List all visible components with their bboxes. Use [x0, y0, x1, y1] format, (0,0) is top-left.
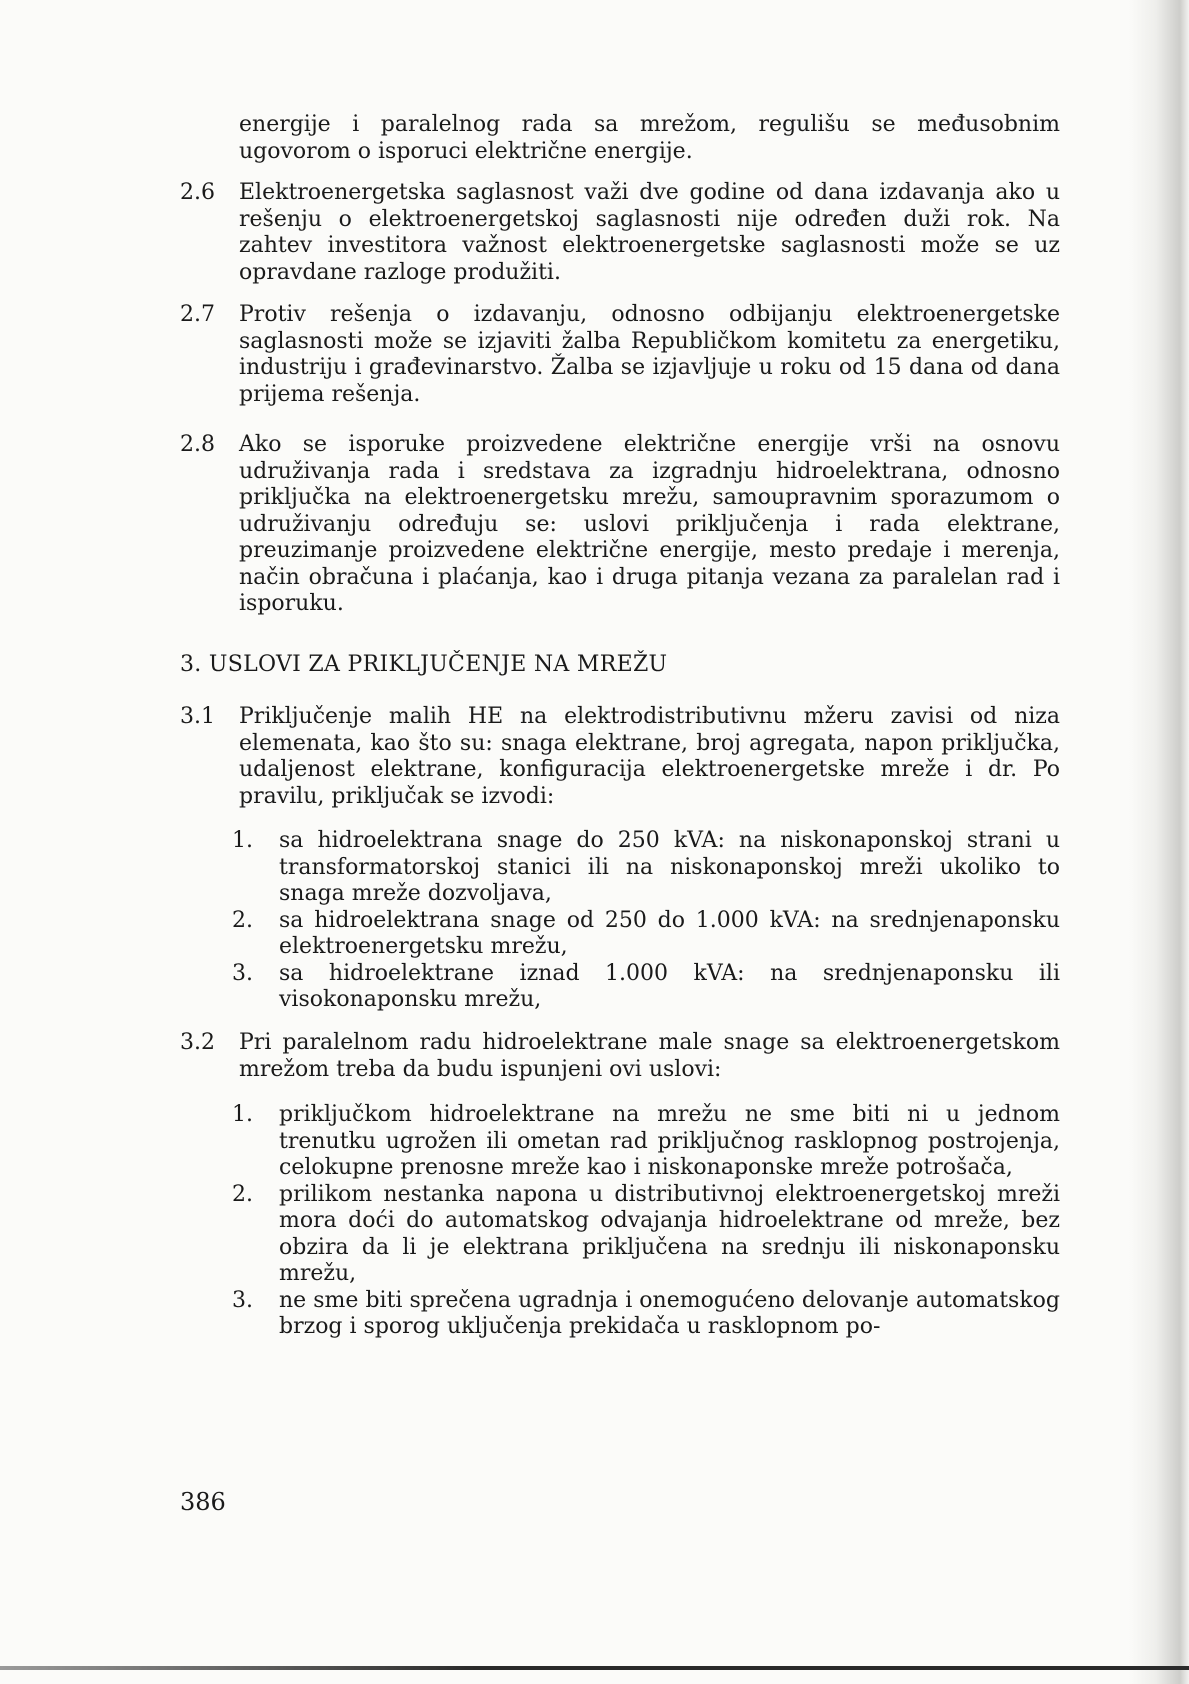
list-item-text: sa hidroelektrane iznad 1.000 kVA: na srednjenaponsku ili visokonaponsku mrežu,: [279, 960, 1060, 1012]
section-text: Priključenje malih HE na elektrodistributivnu mžeru zavisi od niza elemenata, kao što su: snaga elektrane, broj agregata, napon priključka, udaljenost elektrane, konfiguracija elektroenergetske mreže i dr. Po pravilu, priključak se izvodi:: [239, 704, 1060, 809]
section-text: Pri paralelnom radu hidroelektrane male snage sa elektroenergetskom mrežom treba da budu ispunjeni ovi uslovi:: [239, 1030, 1060, 1082]
continuation-paragraph: [180, 112, 1060, 165]
section-number: 2.7: [180, 302, 215, 327]
section-3-1: [180, 704, 1060, 810]
list-item-number: 1.: [232, 828, 253, 853]
list-item: [232, 1102, 1060, 1182]
section-text: Ako se isporuke proizvedene električne energije vrši na osnovu udruživanja rada i sredstava za izgradnju hidroelektrana, odnosno priključka na elektroenergetsku mrežu, samoupravnim sporazumom o udruživanju određuju se: uslovi priključenja i rada elektrane, preuzimanje proizvedene električne energije, mesto predaje i merenja, način obračuna i plaćanja, kao i druga pitanja vezana za paralelan rad i isporuku.: [239, 432, 1060, 616]
section-number: 3.1: [180, 704, 215, 729]
section-text: Elektroenergetska saglasnost važi dve godine od dana izdavanja ako u rešenju o elektroenergetskoj saglasnosti nije određen duži rok. Na zahtev investitora važnost elektroenergetske saglasnosti može se uz opravdane razloge produžiti.: [239, 180, 1060, 285]
section-number: 2.8: [180, 432, 215, 457]
section-text: Protiv rešenja o izdavanju, odnosno odbijanju elektroenergetske saglasnosti može se izjaviti žalba Republičkom komitetu za energetiku, industriju i građevinarstvo. Žalba se izjavljuje u roku od 15 dana od dana prijema rešenja.: [239, 302, 1060, 407]
list-item: [232, 828, 1060, 908]
section-3-2-list: [232, 1102, 1060, 1341]
list-item: [232, 1182, 1060, 1288]
section-number: 3.2: [180, 1030, 215, 1055]
list-item-text: sa hidroelektrana snage od 250 do 1.000 kVA: na srednjenaponsku elektroenergetsku mrežu,: [279, 907, 1060, 959]
list-item-number: 2.: [232, 1181, 253, 1207]
chapter-heading: 3. USLOVI ZA PRIKLJUČENJE NA MREŽU: [180, 652, 668, 677]
scan-edge-shadow: [1129, 0, 1189, 1684]
list-item-number: 3.: [232, 960, 253, 986]
list-item: [232, 908, 1060, 961]
list-item: [232, 961, 1060, 1014]
list-item-text: prilikom nestanka napona u distributivnoj elektroenergetskoj mreži mora doći do automatskog odvajanja hidroelektrane od mreže, bez obzira da li je elektrana priključena na srednju ili niskonaponsku mrežu,: [279, 1181, 1060, 1286]
list-item-text: ne sme biti sprečena ugradnja i onemogućeno delovanje automatskog brzog i sporog uključenja prekidača u rasklopnom po-: [279, 1287, 1060, 1339]
list-item: [232, 1288, 1060, 1341]
continuation-text: energije i paralelnog rada sa mrežom, regulišu se međusobnim ugovorom o isporuci električne energije.: [239, 112, 1060, 164]
page-number: 386: [180, 1488, 226, 1516]
list-item-number: 1.: [232, 1102, 253, 1127]
list-item-text: sa hidroelektrana snage do 250 kVA: na niskonaponskoj strani u transformatorskoj stanici ili na niskonaponskoj mreži ukoliko to snaga mreže dozvoljava,: [279, 828, 1060, 906]
section-3-2: [180, 1030, 1060, 1083]
scan-bottom-edge: [0, 1666, 1189, 1670]
section-3-1-list: [232, 828, 1060, 1014]
list-item-text: priključkom hidroelektrane na mrežu ne sme biti ni u jednom trenutku ugrožen ili ometan rad priključnog rasklopnog postrojenja, celokupne prenosne mreže kao i niskonaponske mreže potrošača,: [279, 1102, 1060, 1180]
section-2-7: [180, 302, 1060, 408]
section-2-8: [180, 432, 1060, 618]
section-2-6: [180, 180, 1060, 286]
list-item-number: 3.: [232, 1287, 253, 1313]
list-item-number: 2.: [232, 907, 253, 933]
section-number: 2.6: [180, 180, 215, 205]
